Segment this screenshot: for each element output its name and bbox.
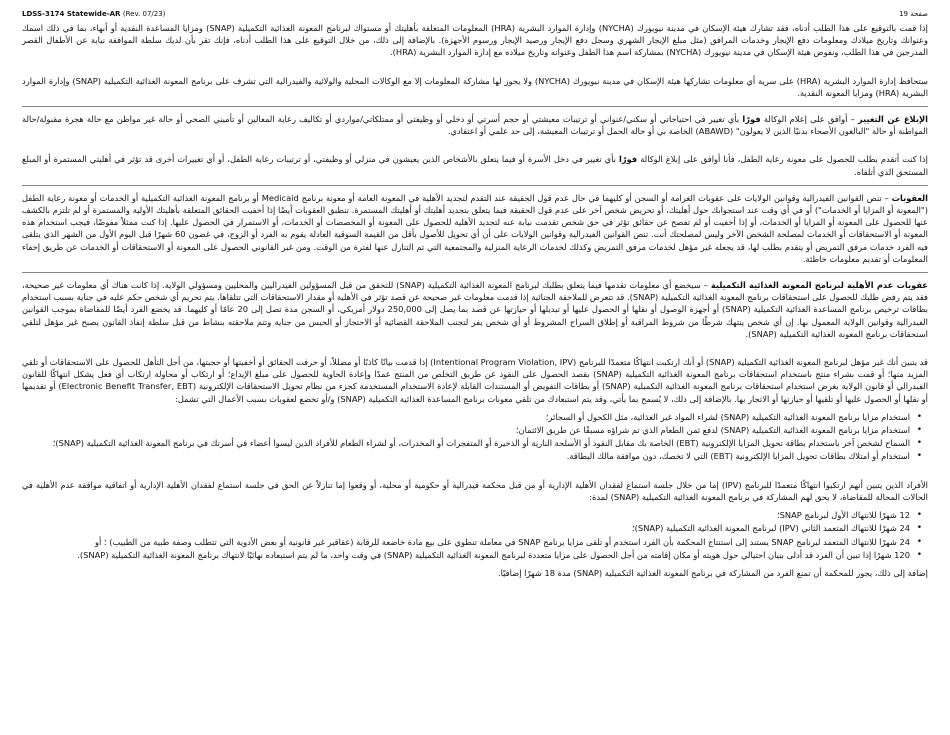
snap-disqualification-paragraph — [22, 279, 928, 340]
court-additional-penalty: إضافة إلى ذلك، يجوز للمحكمة أن تمنع الفرد من المشاركة في برنامج المعونة الغذائية التكميلية (SNAP) مدة 18 شهرًا إضافيًا. — [498, 567, 928, 578]
snap-disqualification-title: عقوبات عدم الأهلية لبرنامج المعونة الغذائية التكميلية — [710, 280, 928, 291]
list-item: • السماح لشخص آخر باستخدام بطاقة تحويل المزايا الإلكترونية (EBT) الخاصة بك مقابل النقود أو الأسلحة النارية أو الذخيرة أو المتفجرات أو المخدرات، أو لشراء الطعام للأفراد الذين ليسوا أعضاء في أسرتك في برنامج المعونة الغذائية التكميلية (SNAP)؛ — [22, 437, 910, 449]
section-divider — [22, 106, 928, 107]
list-item: • 24 شهرًا للانتهاك المتعمد لبرنامج SNAP يستند إلى استنتاج المحكمة بأن الفرد استخدم أو تلقى مزايا برنامج SNAP في معاملة تنطوي على بيع مادة خاضعة للرقابة (عقاقير غير قانونية أو بعض الأدوية التي تتطلب وصفة طبية من الطبيب) ؛ أو — [22, 536, 910, 548]
penalties-paragraph — [22, 192, 928, 265]
list-item: • 120 شهرًا إذا تبين أن الفرد قد أدلى ببيان احتيالي حول هويته أو مكان إقامته من أجل الحصول على مزايا متعددة لبرنامج المعونة الغذائية التكميلية (SNAP) في وقت واحد، ما لم يتم استبعاده نهائيًا لانتهاك برنامج المعونة الغذائية التكميلية (SNAP). — [22, 549, 910, 561]
page-header — [22, 6, 928, 22]
change-report-paragraph — [22, 113, 928, 137]
ipv-penalties-list — [22, 509, 928, 561]
childcare-text-1: إذا كنت أتقدم بطلب للحصول على معونة رعاية الطفل، فأنا أوافق على إبلاغ الوكالة — [637, 154, 928, 165]
list-item: • 24 شهرًا للانتهاك المتعمد الثاني (IPV) لبرنامج المعونة الغذائية التكميلية (SNAP)؛ — [22, 522, 910, 534]
section-divider — [22, 272, 928, 273]
hra-confidentiality-paragraph: ستحافظ إدارة الموارد البشرية (HRA) على سرية أي معلومات تشاركها هيئة الإسكان في مدينة نيويورك (NYCHA) ولا يجوز لها مشاركة المعلومات إلا مع الوكالات المحلية والولائية والفيدرالية التي تشرف على برنامج المعونة الغذائية التكميلية (SNAP) وإدارة الموارد البشرية (HRA) ومزايا المعونة النقدية. — [22, 75, 929, 98]
list-item: • استخدام أو امتلاك بطاقات تحويل المزايا الإلكترونية (EBT) التي لا تخصك، دون موافقة مالك البطاقة. — [22, 450, 910, 462]
childcare-text-2: بأي تغيير في دخل الأسرة أو فيما يتعلق بالأشخاص الذين يعيشون في منزلي أو وظيفتي، أو ترتيبات رعاية الطفل، أو أي تغييرات أخرى قد تؤثر في أهليتي المستمرة أو المبلغ المستحق الذي أتلقاه. — [22, 154, 928, 177]
page-number: صفحة 19 — [899, 10, 928, 18]
penalties-text: – تنص القوانين الفيدرالية وقوانين الولايات على عقوبات الغرامة أو السجن أو كليهما في حال عدم قول الحقيقة عند التقدم لتجديد الأهلية في المعونة العامة أو معونة برنامج Medicaid أو برنامج المعونة الغذائية التكميلية أو الخدمات أو معونة رعاية الطفل ("المعونة أو المزايا أو الخدمات") أو في أي وقت عند استجوابك حول أهليتك، أو تحريض شخص آخر على عدم قول الحقيقة فيما يتعلق بتجديد أهليتك أو أهليتك المستمرة. تنطبق العقوبات أيضًا إذا أخفيت الحقائق المتعلقة بأهليتك الأولية والمستمرة أو لم تلتزم بالكشف عنها للحصول على المعونة أو المزايا أو الخدمات، أو إذا أخفيت أو لم تفصح عن حقائق تؤثر في حق شخص تقدمت نيابة عنه لتجديد الأهلية للحصول على المعونة أو المخصصات أو الخدمات، أو الاستمرار في الحصول عليها. إذا كنت ممثلاً مفوضًا، فيجب استخدام هذه المعونة أو الاستحقاقات أو الخدمات لمصلحة الشخص الآخر وليس لمصلحتك أنت. تنص القوانين الفيدرالية وقوانين الولايات على أن أي تحويل للأصول بأقل من القيمة السوقية العادلة يقوم به الفرد أو الزوج، في غضون 60 شهرًا قبل اليوم الأول من الشهر الذي يتلقى فيه الفرد خدمات مرفق التمريض أو يتقدم بطلب لها، قد يجعله غير مؤهل لخدمات مرفق التمريض وكذلك لخدمات الرعاية المنزلية والمجتمعية التي تم التنازل عنها لفترة من الوقت. ومن غير القانوني الحصول على المعونة أو الاستحقاقات أو الخدمات عن طريق إخفاء المعلومات أو تقديم معلومات خاطئة. — [22, 192, 928, 264]
childcare-emphasis: فورًا — [618, 154, 638, 165]
change-report-title: الإبلاغ عن التغيير — [857, 114, 928, 125]
section-divider — [22, 185, 928, 186]
childcare-change-paragraph — [22, 153, 928, 177]
ipv-penalties-paragraph: الأفراد الذين يتبين أنهم ارتكبوا انتهاكًا متعمدًا للبرنامج (IPV) إما من خلال جلسة استماع لفقدان الأهلية الإدارية أو من قبل محكمة فيدرالية أو حكومية أو محلية، أو وقعوا إما تنازلاً عن الحق في جلسة استماع لفقدان الأهلية الإدارية أو اتفاقية موافقة عدم الأهلية في الحالات المحالة للمقاضاة، لا يحق لهم المشاركة في برنامج المعونة الغذائية التكميلية (SNAP) لمدة: — [22, 479, 928, 502]
list-item: • استخدام مزايا برنامج المعونة الغذائية التكميلية (SNAP) لشراء المواد غير الغذائية، مثل الكحول أو السجائر؛ — [22, 411, 910, 423]
change-report-text-1: – أوافق على إعلام الوكالة — [760, 114, 858, 125]
document-body — [22, 22, 928, 579]
change-report-emphasis: فورًا — [742, 114, 761, 125]
change-report-text-2: بأي تغيير في احتياجاتي أو سكني/عنواني أو ترتيبات معيشتي أو حجم أسرتي أو دخلي أو وظيفتي أو ممتلكاتي/مواردي أو تكاليف رعاية المعالين أو تأميني الصحي أو حالة غير مواطن مع حالة هجرة مقبولة/حالة المواطنة أو حالة "البالغون الأصحاء بدنيًا الذين لا يعولون" (ABAWD) الخاصة بي أو حالة الحمل أو ترتيبات المعيشة، إلى حد علمي أو اعتقادي. — [22, 114, 928, 137]
ipv-list — [22, 411, 928, 463]
penalties-title: العقوبات — [891, 192, 929, 203]
list-item: • استخدام مزايا برنامج المعونة الغذائية التكميلية (SNAP) لدفع ثمن الطعام الذي تم شراؤه مسبقًا عن طريق الائتمان؛ — [22, 424, 910, 436]
list-item: • 12 شهرًا للانتهاك الأول لبرنامج SNAP؛ — [22, 509, 910, 521]
snap-disqualification-text: – سيخضع أي معلومات تقدمها فيما يتعلق بطلبك لبرنامج المعونة الغذائية التكميلية (SNAP) للتحقق من قبل المسؤولين الفيدراليين والمحليين ومسؤولي الولاية. إذا كانت هناك أي معلومات غير صحيحة، فقد يتم رفض طلبك للحصول على استحقاقات برنامج المعونة الغذائية التكميلية (SNAP). قد تتعرض للملاحقة الجنائية إذا قدمت معلومات غير صحيحة عن قصد تؤثر في الأهلية أو مقدار الاستحقاقات التي تتلقاها. يتم تحريم أي شخص حكم عليه في جناية بسبب استخدام بطاقات ترخيص برنامج المساعدة الغذائية التكميلية (SNAP) أو أجهزة الوصول أو نقلها أو الحصول عليها أو تبديلها أو حيازتها عن قصد بما يصل إلى 250,000 دولار أمريكي، أو السجن مدة تصل إلى 20 عامًا أو كليهما. قد يخضع الفرد أيضًا للمقاضاة بموجب القوانين الفيدرالية وقوانين الولاية المعمول بها. إن أي شخص ينتهك شرطًا من شروط المراقبة أو إطلاق السراح المشروط أو أي شخص يفر لتجنب الملاحقة القضائية أو الاحتجاز أو الحبس من جناية وتتم ملاحقته بنشاط من قبل سلطة إنفاذ القانون يصبح غير مؤهل لتلقي استحقاقات برنامج المعونة الغذائية التكميلية (SNAP). — [22, 280, 928, 339]
form-number: LDSS-3174 Statewide-AR — [22, 10, 121, 18]
form-id — [22, 10, 165, 18]
nycha-consent-paragraph: إذا قمت بالتوقيع على هذا الطلب أدناه، فقد تشارك هيئة الإسكان في مدينة نيويورك (NYCHA) وإدارة الموارد البشرية (HRA) المعلومات المتعلقة بأهليتك أو مستواك لبرنامج المعونة الغذائية التكميلية (SNAP) ومزايا المساعدة النقدية أو أبهاء، بما في ذلك اسمك وعنوانك وتاريخ ميلادك ومعلومات دفع الإيجار وخدمات المرافق (مثل مبلغ الإيجار الشهري وسجل دفع الإيجار ورصيد الإيجار ورسوم الأجهزة). بالإضافة إلى ذلك، من خلال التوقيع على هذا الطلب أدناه، فإنك تقر بأن لديك سلطة الموافقة نيابة عن الأطفال القصر المدرجين في هذا الطلب، ونفوض هيئة الإسكان في مدينة نيويورك (NYCHA) بمشاركة اسم هذا الطفل وعنوانه وتاريخ ميلاده مع إدارة الموارد البشرية (HRA). — [22, 23, 928, 58]
ipv-paragraph: قد يتبين أنك غير مؤهل لبرنامج المعونة الغذائية التكميلية (SNAP) أو أنك ارتكبت انتهاكًا متعمدًا للبرنامج (Intentional Program Violation, IPV) إذا قدمت بيانًا كاذبًا أو مضللاً، أو حرفت الحقائق أو أخفيتها أو حجبتها، من أجل التأهل للحصول على الاستحقاقات أو تلقي المزيد منها؛ أو قمت بشراء منتج باستخدام استحقاقات برنامج المعونة الغذائية التكميلية (SNAP) بقصد الحصول على النقود عن طريق التخلص من المنتج عمدًا وإعادة الحاوية للحصول على مبلغ الإيداع؛ أو ارتكاب أو محاولة ارتكاب أي فعل يشكل انتهاكًا للقانون الفيدرالي أو قانون الولاية بغرض استخدام استحقاقات برنامج المعونة الغذائية التكميلية (SNAP) أو بطاقات التفويض أو المستندات القابلة لإعادة الاستخدام المستخدمة كجزء من نظام تحويل الاستحقاقات الإلكترونية (Electronic Benefit Transfer, EBT) أو تقديمها أو نقلها أو الحصول عليها أو تلقيها أو حيازتها أو الاتجار بها. بالإضافة إلى ذلك، لا يُسمح بما يأتي، وقد يتم استبعادك من تلقي معونات برنامج المساعدة الغذائية التكميلية (SNAP) و/أو تخضع لعقوبات بسبب الأعمال التي تشمل: — [22, 357, 929, 404]
form-revision: (Rev. 07/23) — [122, 10, 166, 18]
